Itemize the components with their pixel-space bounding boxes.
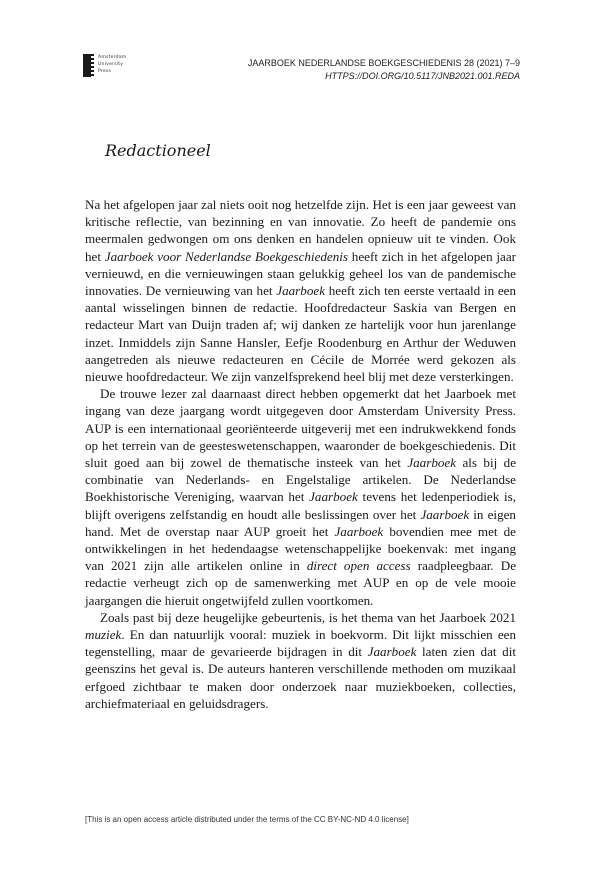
italic-text: Jaarboek	[367, 644, 417, 660]
text-run: als bij de combinatie van Nederlands- en Engelstalige artikelen. De Nederlandse Boekhistorische Vereniging, waarvan het	[85, 455, 517, 505]
text-run: Na het afgelopen jaar zal niets ooit nog hetzelfde zijn. Het is een jaar geweest van kritische reflectie, van bezinning en van innovatie. Zo heeft de pandemie ons meermalen gedwongen om ons denken en handelen opnieuw uit te vinden. Ook het	[85, 197, 516, 264]
text-run: raadpleegbaar. De redactie verheugt zich op de samenwerking met AUP en op de vele mooie jaargangen die hieruit ongetwijfeld zullen voortkomen.	[85, 558, 517, 608]
text-run: in eigen hand. Met de overstap naar AUP groeit het	[85, 506, 516, 539]
text-run: Zoals past bij deze heugelijke gebeurtenis, is het thema van het Jaarboek 2021	[100, 609, 516, 625]
italic-text: Jaarboek	[309, 489, 358, 505]
italic-text: Jaarboek	[334, 523, 384, 539]
body-paragraph	[85, 609, 516, 712]
text-run: De trouwe lezer zal daarnaast direct hebben opgemerkt dat het Jaarboek met ingang van deze jaargang wordt uitgegeven door Amsterdam University Press. AUP is een internationaal georiënteerde uitgeverij met een indrukwekkend fonds op het terrein van de geesteswetenschappen, waaronder de boekgeschiedenis. Dit sluit goed aan bij zowel de thematische insteek van het	[85, 386, 516, 471]
italic-text: Jaarboek	[276, 283, 325, 299]
body-paragraph	[85, 196, 516, 385]
text-run: tevens het ledenperiodiek is, blijft overigens zelfstandig en houdt alle beslissingen over het	[85, 489, 516, 522]
text-run: . En dan natuurlijk vooral: muziek in boekvorm. Dit lijkt misschien een tegenstelling, maar de gevarieerde bijdragen in dit	[85, 627, 516, 660]
italic-text: direct open access	[306, 558, 411, 574]
italic-text: Jaarboek	[407, 455, 457, 471]
article-title: Redactioneel	[105, 141, 211, 160]
doi-link[interactable]: HTTPS://DOI.ORG/10.5117/JNB2021.001.REDA	[325, 71, 520, 81]
article-body	[85, 196, 516, 712]
logo-line: Press	[98, 69, 112, 74]
aup-logo-mark-icon	[83, 54, 92, 77]
text-run: heeft zich ten eerste vertaald in een aantal wisselingen binnen de redactie. Hoofdredacteur Saskia van Bergen en redacteur Mart van Duijn traden af; wij danken ze hartelijk voor hun jarenlange inzet. Inmiddels zijn Sanne Hansler, Eefje Roodenburg en Arthur der Weduwen aangetreden als nieuwe redacteuren en Cécile de Morrée werd gekozen als nieuwe hoofdredacteur. We zijn vanzelfsprekend heel blij met deze versterkingen.	[85, 283, 516, 385]
body-paragraph	[85, 385, 516, 609]
text-run: laten zien dat dit geenszins het geval is. De auteurs hanteren verschillende methoden om muzikaal erfgoed zichtbaar te maken door onderzoek naar muziekboeken, collecties, archiefmateriaal en geluidsdragers.	[85, 644, 517, 711]
text-run: bovendien mee met de ontwikkelingen in het hedendaagse wetenschappelijke boekenvak: met ingang van 2021 zijn alle artikelen online in	[85, 523, 516, 574]
journal-citation: JAARBOEK NEDERLANDSE BOEKGESCHIEDENIS 28 (2021) 7–9	[247, 58, 520, 68]
logo-line: Amsterdam	[98, 55, 127, 60]
publisher-logo	[83, 54, 126, 77]
text-run: heeft zich in het afgelopen jaar vernieuwd, en die vernieuwingen staan gelukkig geheel los van de pandemische innovaties. De vernieuwing van het	[85, 248, 516, 299]
logo-line: University	[98, 62, 124, 67]
italic-text: muziek	[85, 627, 122, 643]
publisher-name	[98, 54, 126, 75]
italic-text: Jaarboek	[420, 506, 470, 522]
italic-text: Jaarboek voor Nederlandse Boekgeschiedenis	[104, 248, 349, 264]
running-head	[248, 57, 520, 83]
license-note: [This is an open access article distributed under the terms of the CC BY-NC-ND 4.0 license]	[85, 815, 409, 824]
